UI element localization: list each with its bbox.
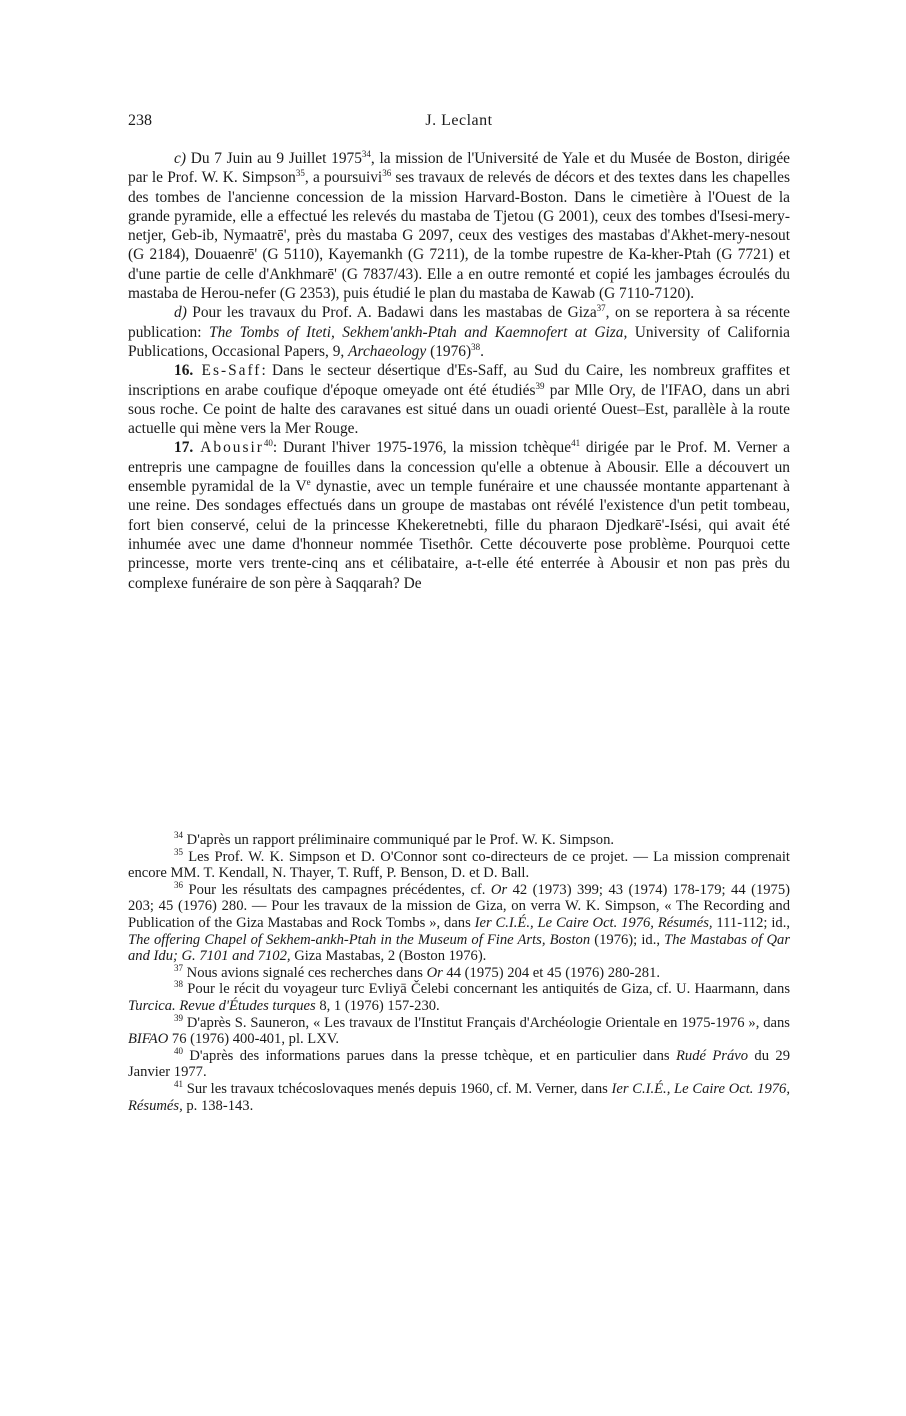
footnote-36	[128, 879, 791, 965]
text-run: Du 7 Juin au 9 Juillet 1975	[185, 150, 362, 167]
footnote-number: 40	[174, 1045, 183, 1056]
text-run: par Mlle Ory, de l'IFAO, dans un abri sous roche. Ce point de halte des caravanes est situé dans un ouadi orienté Ouest–Est, parallèle à la route actuelle qui mène vers la Mer Rouge.	[128, 381, 790, 438]
paragraph-16	[128, 361, 790, 438]
footnote-34	[128, 832, 790, 849]
footnote-ref: 37	[596, 303, 606, 314]
superscript: e	[306, 477, 311, 488]
text-run: (1976)	[426, 342, 472, 360]
section-place: Abousir	[193, 439, 264, 457]
conference-title: Ier C.I.É., Le Caire Oct. 1976, Résumés,	[128, 1080, 790, 1114]
footnote-text: 44 (1975) 204 et 45 (1976) 280-281.	[442, 964, 661, 981]
text-run: University of California Publications, Occasional Papers, 9,	[128, 323, 790, 360]
section-place: Es-Saff	[193, 362, 262, 380]
footnote-ref: 35	[295, 168, 305, 179]
text-run: , on se reportera à sa récente publication:	[128, 304, 790, 341]
journal-title: Turcica. Revue d'Études turques	[128, 997, 316, 1014]
text-run: : Durant l'hiver 1975-1976, la mission tchèque	[272, 439, 572, 457]
page-header	[128, 112, 790, 136]
item-letter: c)	[174, 150, 186, 167]
footnote-text: Pour le récit du voyageur turc Evliyā Čelebi concernant les antiquités de Giza, cf. U. Haarmann, dans	[183, 981, 790, 998]
publication-title: The Mastabas of Qar and Idu; G. 7101 and 7102,	[128, 931, 791, 965]
text-run: : Dans le secteur désertique d'Es-Saff, au Sud du Caire, les nombreux graffites et inscriptions en arabe coufique d'époque omeyade ont été étudiés	[128, 362, 790, 399]
footnote-40	[128, 1045, 791, 1081]
footnote-38	[128, 981, 790, 1014]
footnote-number: 35	[174, 846, 183, 857]
footnote-text: 8, 1 (1976) 157-230.	[315, 997, 440, 1014]
publication-title: The offering Chapel of Sekhem-ankh-Ptah in the Museum of Fine Arts, Boston	[128, 931, 591, 948]
footnote-text: Sur les travaux tchécoslovaques menés depuis 1960, cf. M. Verner, dans	[183, 1080, 612, 1097]
footnote-number: 41	[174, 1078, 183, 1089]
journal-title: BIFAO	[128, 1031, 169, 1048]
footnote-text: Nous avions signalé ces recherches dans	[183, 964, 427, 981]
footnote-text: Les Prof. W. K. Simpson et D. O'Connor sont co-directeurs de ce projet. — La mission comprenait encore MM. T. Kendall, N. Thayer, T. Ruff, P. Benson, D. et D. Ball.	[128, 848, 790, 882]
footnote-ref: 38	[471, 341, 481, 352]
footnote-number: 37	[174, 962, 183, 973]
footnote-number: 39	[174, 1012, 183, 1023]
section-number: 17.	[174, 439, 194, 457]
journal-abbrev: Or	[490, 881, 508, 898]
text-run: dynastie, avec un temple funéraire et une chaussée montante appartenant à une reine. Des sondages effectués dans un groupe de mastabas ont révélé l'existence d'un petit tombeau, fort bien conservé, celui de la princesse Khekeretnebti, fille du pharaon Djedkarē'-Isési, qui avait été inhumée avec une dame d'honneur nommée Tisethôr. Cette découverte pose problème. Pourquoi cette princesse, morte vers trente-cinq ans et célibataire, a-t-elle été enterrée à Abousir et non pas près du complexe funéraire de son père à Saqqarah? De	[128, 478, 790, 592]
footnote-ref: 39	[535, 380, 545, 391]
section-number: 16.	[174, 362, 194, 380]
footnote-text: 42 (1973) 399; 43 (1974) 178-179; 44 (1975) 203; 45 (1976) 280. — Pour les travaux de la mission de Giza, on verra W. K. Simpson, « The Recording and Publication of the Giza Mastabas and Rock Tombs », dans	[128, 881, 790, 931]
footnote-ref: 40	[263, 438, 273, 449]
running-head: J. Leclant	[425, 112, 493, 129]
footnote-text: 111-112; id.,	[712, 914, 790, 931]
footnote-text: 76 (1976) 400-401, pl. LXV.	[168, 1031, 340, 1048]
footnote-39	[128, 1012, 790, 1048]
publication-title: The Tombs of Iteti, Sekhem'ankh-Ptah and Kaemnofert at Giza,	[209, 323, 628, 341]
conference-title: Ier C.I.É., Le Caire Oct. 1976, Résumés,	[474, 914, 713, 931]
text-run: Pour les travaux du Prof. A. Badawi dans les mastabas de Giza	[186, 304, 597, 322]
paragraph-d	[128, 303, 790, 361]
footnotes	[128, 832, 790, 1114]
footnote-ref: 36	[382, 168, 392, 179]
footnote-text: D'après S. Sauneron, « Les travaux de l'Institut Français d'Archéologie Orientale en 1975-1976 », dans	[183, 1014, 790, 1031]
footnote-35	[128, 846, 790, 882]
paragraph-c	[128, 149, 790, 303]
text-run: , la mission de l'Université de Yale et du Musée de Boston, dirigée par le Prof. W. K. Simpson	[128, 150, 791, 187]
text-run: .	[480, 342, 484, 360]
footnote-text: Pour les résultats des campagnes précédentes, cf.	[183, 881, 491, 898]
text-run: ses travaux de relevés de décors et des textes dans les chapelles des tombes de l'ancienne concession de la mission Harvard-Boston. Dans le cimetière à l'Ouest de la grande pyramide, elle a effectué les relevés du mastaba de Tjetou (G 2001), ceux des tombes d'Isesi-mery-netjer, Geb-ib, Nymaatrē', près du mastaba G 2097, ceux des vestiges des mastabas d'Akhet-mery-nesout (G 2184), Douaenrē' (G 5110), Kayemankh (G 7211), de la tombe rupestre de Ka-kher-Ptah (G 7721) et d'une partie de celle d'Ankhmarē' (G 7837/43). Elle a en outre remonté et copié les jambages écroulés du mastaba de Herou-nefer (G 2353), puis étudié le plan du mastaba de Kawab (G 7110-7120).	[128, 169, 790, 303]
series-title: Archaeology	[348, 342, 427, 360]
footnote-37	[128, 962, 790, 982]
journal-abbrev: Or	[426, 964, 443, 981]
footnote-text: p. 138-143.	[182, 1097, 254, 1114]
footnote-number: 38	[174, 979, 183, 990]
footnote-text: du 29 Janvier 1977.	[128, 1047, 791, 1081]
footnote-41	[128, 1078, 790, 1114]
item-letter: d)	[174, 304, 187, 322]
footnote-ref: 41	[571, 438, 581, 449]
footnote-ref: 34	[361, 149, 371, 159]
main-text	[128, 149, 790, 593]
page-number: 238	[128, 112, 152, 129]
footnote-text: D'après un rapport préliminaire communiqué par le Prof. W. K. Simpson.	[183, 832, 615, 848]
text-run: dirigée par le Prof. M. Verner a entrepris une campagne de fouilles dans la concession qu'elle a obtenue à Abousir. Elle a découvert un ensemble pyramidal de la V	[128, 439, 790, 496]
text-run: , a poursuivi	[304, 169, 383, 187]
footnote-text: D'après des informations parues dans la presse tchèque, et en particulier dans	[183, 1047, 676, 1064]
footnote-number: 36	[174, 879, 183, 890]
paragraph-17	[128, 438, 790, 592]
journal-title: Rudé Právo	[675, 1047, 749, 1064]
footnote-number: 34	[174, 830, 183, 840]
footnote-text: Giza Mastabas, 2 (Boston 1976).	[290, 948, 487, 965]
footnote-text: (1976); id.,	[590, 931, 665, 948]
